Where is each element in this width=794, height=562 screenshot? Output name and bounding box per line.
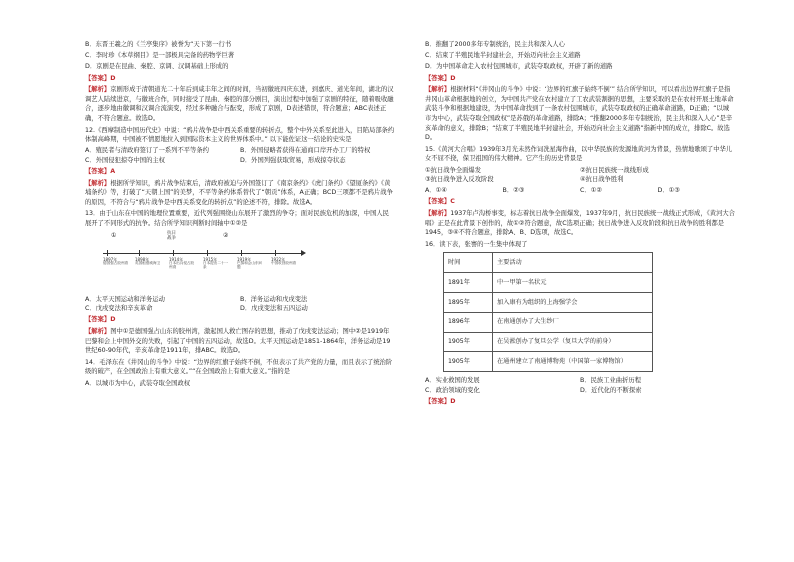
q14-stem: 14．毛泽东在《井冈山的斗争》中说：“边界的红旗子始终不倒，不但表示了共产党的力量，而且表示了统治阶级的破产，在全国政治上有重大意义。”“在全国政治上有重大意义。”指的是 — [85, 358, 393, 376]
timeline-event: 英国租借威海卫 — [135, 260, 161, 265]
q12-stem: 12.《西摩制造中国历代史》中说：“鸦片战争是中西关系重要的转折点，整个中外关系至此进入，目陷局部条约体制高峰期，中国被不情愿地拉入到国际资本主义的世界体系中。” 以下能佐证这一结论的史实是 — [85, 126, 395, 144]
q15-item-1: ①抗日战争全面爆发 — [425, 166, 482, 174]
table-cell: 在通州建立了南通博物苑（中国第一家博物馆） — [493, 352, 653, 372]
table-header-cell: 时间 — [444, 253, 493, 273]
table-cell: 1896年 — [444, 312, 493, 332]
q13-option-a: A．太平天国运动和洋务运动 — [85, 295, 165, 303]
q13-option-b: B．洋务运动和戊戌变法 — [240, 295, 308, 303]
timeline-event: 德国强占胶州湾 — [103, 260, 129, 265]
q16-stem: 16．读下表，张謇的一生集中体现了 — [425, 240, 528, 248]
q15-items — [425, 166, 735, 185]
timeline-year: 1922年 — [271, 256, 286, 262]
table-row — [444, 352, 653, 372]
timeline-event: 巴黎和会山东问题 — [237, 260, 263, 270]
q13-stem: 13．由于山东在中国的地理位置重要，近代列强围绕山东展开了激烈的争夺；面对民族危机的加深，中国人民展开了不同形式的抗争。结合所学知识判断时间轴中①②是 — [85, 210, 389, 228]
q16-options — [425, 376, 735, 395]
timeline-marker-1: ① — [111, 231, 117, 239]
table-cell: 中一甲第一名状元 — [493, 273, 653, 293]
timeline-arrow — [301, 250, 306, 256]
q16-table — [443, 252, 653, 372]
q12-option-c: C．外国侵犯掠夺中国的主权 — [85, 156, 165, 164]
q14-explanation-text: 根据材料“《井冈山的斗争》中说：‘边界的红旗子始终不倒’” 结合所学知识，可以看出边界红旗子是指井冈山革命根据地的创立，为中国共产党在农村建立了工农武装割据的思想，主要采取的是在农村开展土地革命武装斗争和根据地建设，为中国革命找到了一条农村包围城市，武装夺取政权的正确革命道路，D正确；“以城市为中心，武装夺取全国政权”是苏俄的革命道路，排除A；“推翻2000多年专制统治，民主共和深入人心”是辛亥革命的意义，排除B；“结束了半殖民地半封建社会，开始迈向社会主义道路”指新中国的成立，排除C。故选D。 — [425, 86, 734, 142]
q13-timeline — [103, 231, 303, 291]
table-row — [444, 293, 653, 313]
q14-option-c: C．结束了半殖民地半封建社会，开始迈向社会主义道路 — [425, 52, 581, 60]
timeline-year: 1897年 — [103, 256, 118, 262]
table-cell: 在吴淞创办了复旦公学（复旦大学的前身） — [493, 332, 653, 352]
timeline-event: 中国收回胶州湾 — [271, 260, 297, 265]
q16-answer: 【答案】D — [425, 397, 456, 405]
q15-explanation — [425, 209, 735, 238]
q15-option-d: D．①③ — [657, 187, 680, 195]
timeline-axis — [103, 253, 303, 254]
q15-explanation-tag: 【解析】 — [425, 210, 451, 218]
q16-option-a: A．实业救国的发展 — [425, 377, 480, 385]
q14-explanation-tag: 【解析】 — [425, 86, 451, 94]
table-cell: 1891年 — [444, 273, 493, 293]
q13-options — [85, 295, 395, 314]
q15-item-2: ②抗日民族统一战线形成 — [580, 166, 649, 174]
timeline-year: 1919年 — [237, 256, 252, 262]
q13-explanation-tag: 【解析】 — [85, 328, 111, 336]
q13-explanation-text: 图中①是德国强占山东的胶州湾，激起国人救亡图存的思想，推动了戊戌变法运动；图中②是1919年巴黎和会上中国外交的失败，引起了中国的五四运动，故选D。太平天国运动是1851-1864年，洋务运动是19世纪60-90年代，辛亥革命是1911年，排ABC。故选D。 — [85, 328, 391, 355]
q13-answer: 【答案】D — [85, 316, 116, 324]
q11-answer: 【答案】D — [85, 74, 116, 82]
table-cell: 1895年 — [444, 293, 493, 313]
q16-option-b: B．民族工业曲折历程 — [580, 377, 641, 385]
table-cell: 在南通创办了大生纱厂 — [493, 312, 653, 332]
q11-explanation — [85, 85, 395, 123]
q12-explanation — [85, 179, 395, 208]
q15-answer: 【答案】C — [425, 198, 455, 206]
table-row — [444, 312, 653, 332]
q11-option-c: C．李时珍《本草纲目》是一部极具完备的药物学巨著 — [85, 52, 235, 60]
q11-explanation-text: 京剧形成于清朝道光二十年后到咸丰年之间的时间，当初徽班四庆东进，到嘉庆、道光年间，湖北的汉调艺人陆续进京，与徽班合作，同时接受了昆曲、秦腔的部分剧目，演出过程中加强了京剧的特征，随着吸收融合，逐步地由徽调和汉调合流演变，经过多种融合与酝变，形成了京剧，D表述错误，符合题意；ABC表述正确，不符合题意。故选D。 — [85, 86, 394, 122]
q12-options — [85, 146, 395, 165]
q15-item-3: ③抗日战争进入反攻阶段 — [425, 176, 494, 184]
q15-option-c: C．①② — [580, 187, 602, 195]
table-header-cell: 主要活动 — [493, 253, 653, 273]
q14-option-d: D．为中国革命走入农村包围城市，武装夺取政权，开辟了新的道路 — [425, 63, 613, 71]
table-header-row — [444, 253, 653, 273]
timeline-year: 1915年 — [203, 256, 218, 262]
table-cell: 1905年 — [444, 332, 493, 352]
q14-explanation — [425, 85, 735, 143]
q15-explanation-text: 1937年卢沟桥事变，标志着抗日战争全面爆发，1937年9月，抗日民族统一战线正式形成，《黄河大合唱》正是在此背景下创作的，故①②符合题意，故C选项正确；抗日战争进入反攻阶段和抗日战争的胜利都是1945，③④不符合题意，排除A、B、D选项，故选C。 — [425, 210, 735, 237]
q15-item-4: ④抗日战争胜利 — [580, 176, 624, 184]
q15-option-a: A．①④ — [425, 187, 447, 195]
q11-option-b: B．东晋王羲之的《兰亭集序》被誉为“天下第一行书 — [85, 41, 232, 48]
q12-answer: 【答案】A — [85, 168, 116, 176]
timeline-event: 日本出兵侵占胶州湾 — [169, 260, 195, 270]
q12-option-a: A．殖民者与清政府签订了一系列不平等条约 — [85, 147, 209, 155]
q13-explanation — [85, 327, 395, 356]
timeline-year: 1898年 — [135, 256, 150, 262]
q12-explanation-text: 根据所学知识，鸦片战争结束后，清政府被迫与外国签订了《南京条约》《虎门条约》《望厦条约》《黄埔条约》等，打破了“天朝上国”的美梦，不平等条约体系替代了“朝贡”体系，A正确；BCD三项都不是鸦片战争的原因，不符合与“鸦片战争是中西关系变化的转折点”的论述不符，排除。故选A。 — [85, 179, 393, 206]
q15-option-b: B．②③ — [502, 187, 525, 195]
q12-option-d: D．外国列强获取贸易，形成掠夺状态 — [240, 156, 346, 164]
q11-option-d: D．京剧是在昆曲、秦腔、京调、汉调基础上形成的 — [85, 63, 229, 71]
table-row — [444, 273, 653, 293]
q14-option-a: A．以城市为中心，武装夺取全国政权 — [85, 379, 191, 387]
timeline-upper-label: 抗日 战争 — [167, 230, 176, 241]
timeline-year: 1914年 — [169, 256, 184, 262]
table-row — [444, 332, 653, 352]
q11-explanation-tag: 【解析】 — [85, 86, 111, 94]
q12-option-b: B．外国侵略者获得在通商口岸开办工厂的特权 — [240, 147, 371, 155]
q15-options — [425, 186, 735, 196]
timeline-event: 日本提出二十一条 — [203, 260, 229, 270]
table-cell: 加入康有为组织的上海强学会 — [493, 293, 653, 313]
timeline-marker-2: ② — [223, 231, 229, 239]
table-cell: 1905年 — [444, 352, 493, 372]
right-column — [425, 40, 735, 409]
q14-option-b: B．推翻了2000多年专制统治，民主共和深入人心 — [425, 41, 565, 48]
q16-option-d: D．近代化的不断探索 — [580, 386, 642, 394]
q15-stem: 15.《黄河大合唱》1939年3月光未然作词冼星海作曲，以中华民族的发源地黄河为背景，热情地歌颂了中华儿女不屈不挠，保卫祖国的伟大精神。它产生的历史背景是 — [425, 145, 733, 163]
q13-option-d: D．戊戌变法和五四运动 — [240, 305, 308, 313]
q16-option-c: C．政治领域的变化 — [425, 386, 480, 394]
q12-explanation-tag: 【解析】 — [85, 179, 111, 187]
q13-option-c: C．戊戌变法和辛亥革命 — [85, 305, 153, 313]
q14-answer: 【答案】D — [425, 74, 456, 82]
left-column — [85, 40, 395, 390]
